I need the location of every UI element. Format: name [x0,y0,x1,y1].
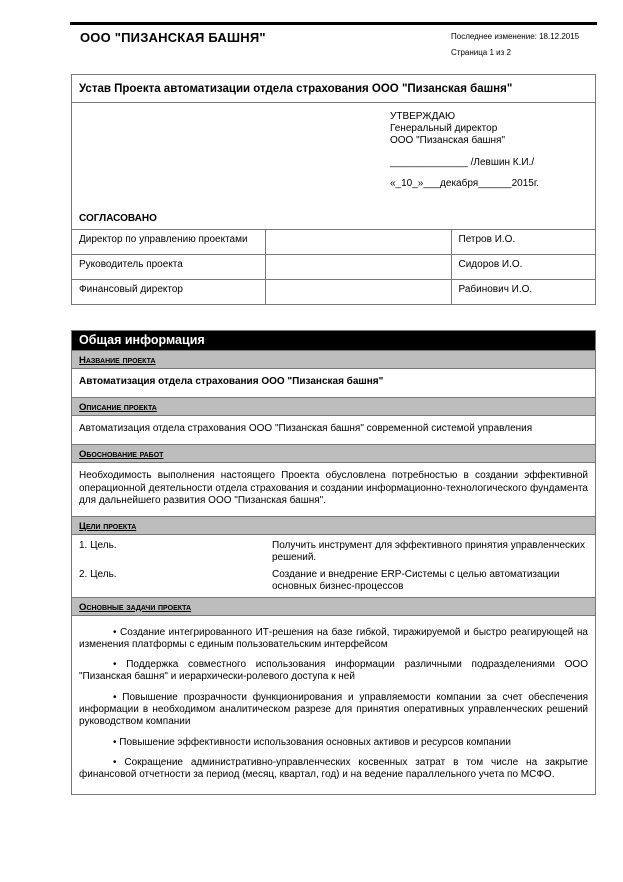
goals-list [72,535,595,593]
page-number: Страница 1 из 2 [451,48,511,57]
signature-cell [265,280,451,305]
table-row [72,280,595,305]
signature-name: Рабинович И.О. [451,280,595,305]
signature-role: Финансовый директор [72,280,265,305]
company-name: ООО "ПИЗАНСКАЯ БАШНЯ" [80,30,266,45]
table-row [72,255,595,280]
table-row [72,230,595,255]
header-rule [70,22,597,25]
general-info-box [71,330,596,795]
general-info-heading: Общая информация [72,331,595,350]
last-modified: Последнее изменение: 18.12.2015 [451,32,580,41]
approve-heading: УТВЕРЖДАЮ [390,111,456,122]
approver-signature-line: ______________ /Левшин К.И./ [390,157,535,168]
signatures-table [72,229,595,305]
justification-text: Необходимость выполнения настоящего Проекта обусловлена потребностью в создании эффективной операционной деятельности отдела страхования и создании информационно-технологического фундамента для дальнейшего развития ООО "Пизанская башня". [79,470,588,506]
goal-label: 2. Цель. [79,568,117,580]
tasks-list [72,616,595,782]
list-item [72,540,595,564]
list-item: • Повышение прозрачности функционирования и управляемости компании за счет обеспечения информации в необходимом аналитическом разрезе для принятия оперативных управленческих решений руководством компании [79,691,588,728]
signature-cell [265,255,451,280]
approval-date: «_10_»___декабря______2015г. [390,178,540,189]
goal-text: Создание и внедрение ERP-Системы с целью автоматизации основных бизнес-процессов [272,568,560,592]
list-item: • Повышение эффективности использования основных активов и ресурсов компании [113,736,511,748]
list-item: • Создание интегрированного ИТ-решения на базе гибкой, тиражируемой и быстро реагирующей на изменения платформы с единым пользовательским интерфейсом [79,626,588,650]
goal-label: 1. Цель. [79,539,117,551]
goal-text: Получить инструмент для эффективного принятия управленческих решений. [272,539,586,563]
justification-label: Обоснование работ [72,444,595,463]
description-label: Описание проекта [72,397,595,416]
list-item: • Сокращение административно-управленческих косвенных затрат в том числе на закрытие финансовой отчетности за период (месяц, квартал, год) и на ведение параллельного учета по МСФО. [79,756,588,781]
approver-position: Генеральный директор [390,123,498,134]
approver-company: ООО "Пизанская башня" [390,135,506,146]
project-name-label: Название проекта [72,350,595,369]
signature-name: Петров И.О. [451,230,595,255]
signature-name: Сидоров И.О. [451,255,595,280]
charter-title: Устав Проекта автоматизации отдела страхования ООО "Пизанская башня" [72,75,595,103]
agreed-label: СОГЛАСОВАНО [79,213,157,224]
signature-cell [265,230,451,255]
project-name: Автоматизация отдела страхования ООО "Пизанская башня" [79,376,384,387]
tasks-label: Основные задачи проекта [72,597,595,616]
list-item [72,569,595,593]
list-item: • Поддержка совместного использования информации различными подразделениями ООО "Пизанская башня" и иерархически-ролевого доступа к ней [79,659,588,683]
approval-block [390,111,539,190]
project-description: Автоматизация отдела страхования ООО "Пизанская башня" современной системой управления [79,422,533,434]
signature-role: Директор по управлению проектами [72,230,265,255]
signature-role: Руководитель проекта [72,255,265,280]
goals-label: Цели проекта [72,516,595,535]
charter-box [71,74,596,305]
